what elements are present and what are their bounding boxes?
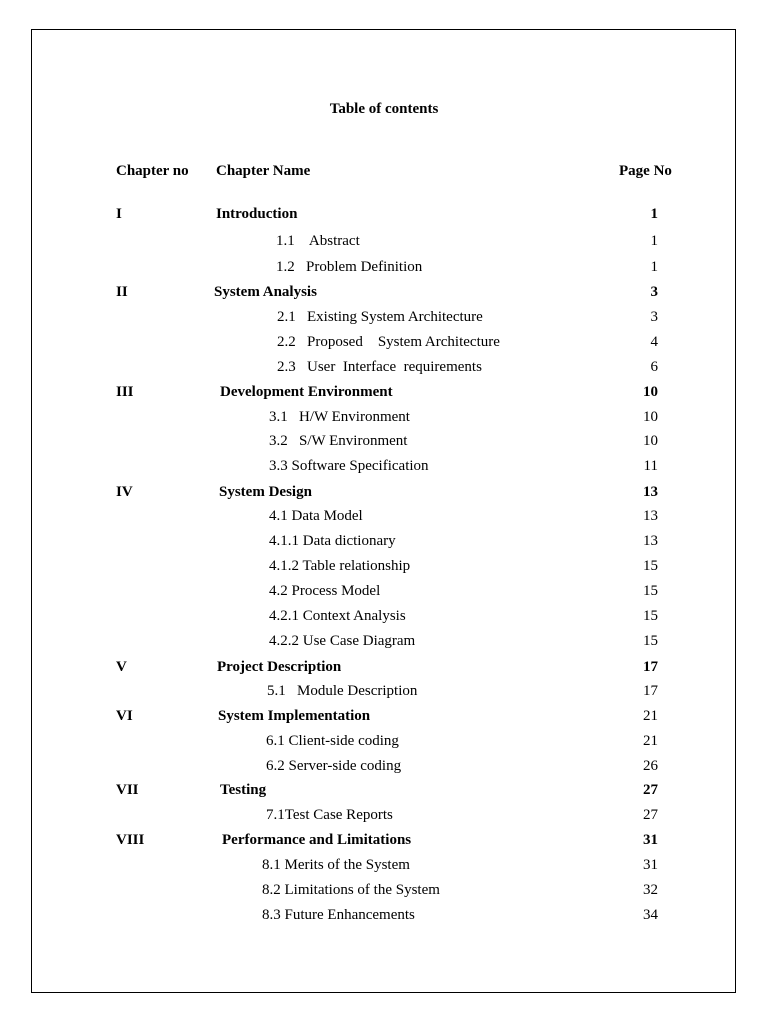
- toc-row: [0, 832, 768, 852]
- toc-chapter-no: I: [116, 206, 122, 222]
- toc-section-name: 8.3 Future Enhancements: [262, 907, 415, 923]
- toc-section-name: 4.2.2 Use Case Diagram: [269, 633, 416, 649]
- toc-page-number: 21: [643, 708, 658, 724]
- toc-chapter-no: V: [116, 659, 127, 675]
- toc-page-number: 15: [643, 583, 658, 599]
- toc-row: [0, 359, 768, 379]
- toc-row: [0, 857, 768, 877]
- toc-section-name: 3.1 H/W Environment: [269, 409, 410, 425]
- toc-row: [0, 533, 768, 553]
- header-page-no: Page No: [619, 163, 672, 179]
- toc-page-number: 17: [643, 683, 658, 699]
- toc-section-name: 8.1 Merits of the System: [262, 857, 410, 873]
- header-chapter-no: Chapter no: [116, 163, 189, 179]
- toc-row: [0, 233, 768, 253]
- toc-page-number: 6: [650, 359, 658, 375]
- toc-page-number: 10: [643, 384, 658, 400]
- toc-page-number: 4: [650, 334, 658, 350]
- toc-row: [0, 659, 768, 679]
- toc-page-number: 17: [643, 659, 658, 675]
- toc-row: [0, 433, 768, 453]
- toc-page-number: 3: [650, 284, 658, 300]
- toc-row: [0, 708, 768, 728]
- toc-row: [0, 782, 768, 802]
- toc-chapter-no: II: [116, 284, 128, 300]
- toc-chapter-no: III: [116, 384, 134, 400]
- toc-page-number: 10: [643, 409, 658, 425]
- toc-row: [0, 758, 768, 778]
- toc-section-name: 3.3 Software Specification: [269, 458, 429, 474]
- toc-page-number: 27: [643, 807, 658, 823]
- toc-section-name: 6.2 Server-side coding: [266, 758, 402, 774]
- toc-section-name: 1.2 Problem Definition: [276, 259, 423, 275]
- toc-section-name: 4.1.2 Table relationship: [269, 558, 411, 574]
- toc-page-number: 1: [650, 233, 658, 249]
- toc-page-number: 1: [650, 259, 658, 275]
- toc-section-name: 4.2 Process Model: [269, 583, 381, 599]
- toc-chapter-no: VIII: [116, 832, 145, 848]
- toc-section-name: 3.2 S/W Environment: [269, 433, 408, 449]
- toc-chapter-name: Testing: [220, 782, 267, 798]
- toc-section-name: 4.1.1 Data dictionary: [269, 533, 396, 549]
- toc-page-number: 21: [643, 733, 658, 749]
- toc-row: [0, 608, 768, 628]
- toc-row: [0, 633, 768, 653]
- toc-page-number: 10: [643, 433, 658, 449]
- toc-section-name: 7.1Test Case Reports: [266, 807, 393, 823]
- toc-chapter-name: Development Environment: [220, 384, 393, 400]
- toc-section-name: 4.2.1 Context Analysis: [269, 608, 406, 624]
- toc-section-name: 5.1 Module Description: [267, 683, 418, 699]
- toc-section-name: 1.1 Abstract: [276, 233, 360, 249]
- toc-row: [0, 458, 768, 478]
- toc-row: [0, 807, 768, 827]
- toc-page-number: 34: [643, 907, 658, 923]
- toc-row: [0, 508, 768, 528]
- toc-page-number: 13: [643, 508, 658, 524]
- toc-page-number: 13: [643, 484, 658, 500]
- toc-chapter-name: Performance and Limitations: [222, 832, 412, 848]
- toc-page-number: 3: [650, 309, 658, 325]
- toc-section-name: 6.1 Client-side coding: [266, 733, 399, 749]
- toc-page-number: 31: [643, 857, 658, 873]
- toc-page-number: 11: [643, 458, 658, 474]
- toc-section-name: 4.1 Data Model: [269, 508, 363, 524]
- toc-page-number: 31: [643, 832, 658, 848]
- toc-row: [0, 484, 768, 504]
- toc-page-number: 1: [650, 206, 658, 222]
- toc-chapter-name: Project Description: [217, 659, 342, 675]
- toc-row: [0, 206, 768, 226]
- header-chapter-name: Chapter Name: [216, 163, 311, 179]
- toc-row: [0, 683, 768, 703]
- toc-section-name: 2.2 Proposed System Architecture: [277, 334, 500, 350]
- toc-chapter-no: VI: [116, 708, 133, 724]
- toc-row: [0, 583, 768, 603]
- toc-chapter-name: System Implementation: [218, 708, 371, 724]
- toc-row: [0, 284, 768, 304]
- toc-row: [0, 882, 768, 902]
- toc-page-number: 15: [643, 633, 658, 649]
- toc-section-name: 2.3 User Interface requirements: [277, 359, 482, 375]
- toc-row: [0, 309, 768, 329]
- page-title: Table of contents: [329, 101, 439, 117]
- toc-row: [0, 558, 768, 578]
- toc-page-number: 27: [643, 782, 658, 798]
- toc-section-name: 2.1 Existing System Architecture: [277, 309, 483, 325]
- toc-chapter-no: VII: [116, 782, 139, 798]
- toc-row: [0, 334, 768, 354]
- toc-page-number: 15: [643, 558, 658, 574]
- toc-page-number: 26: [643, 758, 658, 774]
- toc-chapter-name: System Analysis: [214, 284, 317, 300]
- toc-page-number: 13: [643, 533, 658, 549]
- toc-chapter-no: IV: [116, 484, 133, 500]
- toc-row: [0, 733, 768, 753]
- toc-chapter-name: System Design: [219, 484, 312, 500]
- toc-row: [0, 907, 768, 927]
- toc-page-number: 32: [643, 882, 658, 898]
- toc-row: [0, 384, 768, 404]
- toc-row: [0, 259, 768, 279]
- toc-page-number: 15: [643, 608, 658, 624]
- toc-chapter-name: Introduction: [216, 206, 298, 222]
- toc-row: [0, 409, 768, 429]
- toc-section-name: 8.2 Limitations of the System: [262, 882, 440, 898]
